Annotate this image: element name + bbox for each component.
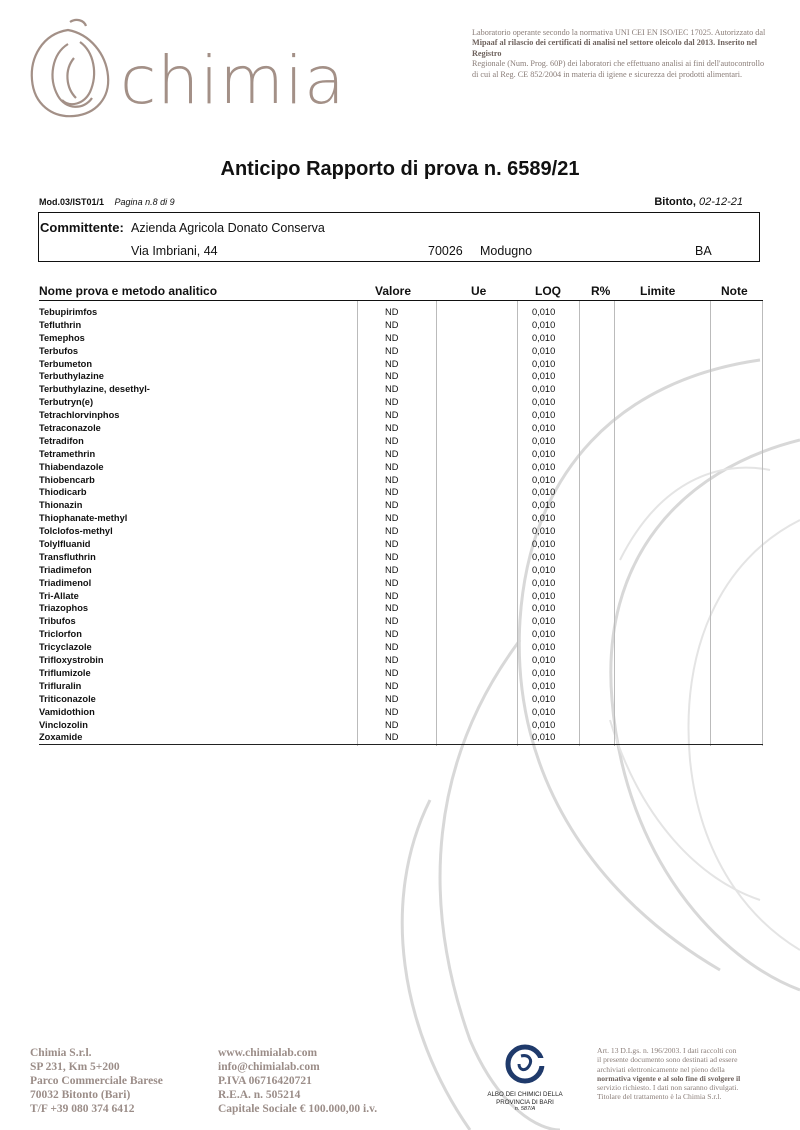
test-name: Tebupirimfos bbox=[39, 307, 98, 317]
table-row bbox=[39, 396, 763, 409]
table-row bbox=[39, 306, 763, 319]
test-name: Vinclozolin bbox=[39, 719, 88, 730]
chimia-logo bbox=[24, 18, 344, 128]
test-value: ND bbox=[385, 603, 399, 614]
test-name: Trifloxystrobin bbox=[39, 655, 104, 666]
table-row bbox=[39, 602, 763, 615]
test-value: ND bbox=[385, 706, 399, 717]
test-value: ND bbox=[385, 461, 399, 472]
test-name: Tricyclazole bbox=[39, 642, 92, 653]
test-loq: 0,010 bbox=[532, 332, 556, 343]
test-value: ND bbox=[385, 526, 399, 537]
table-row bbox=[39, 641, 763, 654]
test-loq: 0,010 bbox=[532, 461, 556, 472]
column-header-notes: Note bbox=[721, 284, 748, 298]
privacy-line: Titolare del trattamento è la Chimia S.r.l. bbox=[597, 1092, 722, 1102]
test-name: Tefluthrin bbox=[39, 319, 82, 330]
test-loq: 0,010 bbox=[532, 371, 556, 382]
test-loq: 0,010 bbox=[532, 732, 556, 743]
table-row bbox=[39, 719, 763, 732]
test-loq: 0,010 bbox=[532, 397, 556, 408]
test-name: Tetraconazole bbox=[39, 423, 101, 434]
column-header-ue: Ue bbox=[471, 284, 487, 298]
report-city: Bitonto, bbox=[654, 196, 696, 208]
test-name: Terbuthylazine, desethyl- bbox=[39, 384, 150, 395]
test-loq: 0,010 bbox=[532, 500, 556, 511]
client-street: Via Imbriani, 44 bbox=[131, 244, 218, 258]
register-name: ALBO DEI CHIMICI DELLA PROVINCIA DI BARI bbox=[487, 1091, 563, 1106]
test-name: Transfluthrin bbox=[39, 551, 96, 562]
table-header bbox=[39, 284, 763, 301]
column-header-value: Valore bbox=[375, 284, 412, 298]
share-capital: Capitale Sociale € 100.000,00 i.v. bbox=[218, 1103, 378, 1115]
table-row bbox=[39, 422, 763, 435]
test-name: Vamidothion bbox=[39, 706, 95, 717]
test-value: ND bbox=[385, 732, 399, 743]
test-name: Triadimefon bbox=[39, 564, 92, 575]
test-loq: 0,010 bbox=[532, 551, 556, 562]
test-value: ND bbox=[385, 590, 399, 601]
rea-number: R.E.A. n. 505214 bbox=[218, 1089, 301, 1101]
test-name: Thiodicarb bbox=[39, 487, 87, 498]
test-value: ND bbox=[385, 629, 399, 640]
table-row bbox=[39, 486, 763, 499]
client-name: Azienda Agricola Donato Conserva bbox=[131, 221, 325, 235]
test-value: ND bbox=[385, 448, 399, 459]
client-province: BA bbox=[695, 244, 712, 258]
table-row bbox=[39, 383, 763, 396]
column-header-limit: Limite bbox=[640, 284, 676, 298]
test-loq: 0,010 bbox=[532, 603, 556, 614]
test-value: ND bbox=[385, 655, 399, 666]
test-value: ND bbox=[385, 307, 399, 317]
page-number: Pagina n.8 di 9 bbox=[114, 197, 175, 207]
table-row bbox=[39, 448, 763, 461]
table-row bbox=[39, 654, 763, 667]
results-table bbox=[39, 284, 763, 745]
test-loq: 0,010 bbox=[532, 358, 556, 369]
test-name: Tetrachlorvinphos bbox=[39, 410, 120, 421]
test-name: Zoxamide bbox=[39, 732, 83, 743]
privacy-line: Art. 13 D.Lgs. n. 196/2003. I dati raccolti con bbox=[597, 1046, 737, 1055]
test-value: ND bbox=[385, 332, 399, 343]
table-row bbox=[39, 693, 763, 706]
table-row bbox=[39, 332, 763, 345]
test-name: Terbutryn(e) bbox=[39, 397, 94, 408]
table-row bbox=[39, 564, 763, 577]
test-loq: 0,010 bbox=[532, 616, 556, 627]
table-row bbox=[39, 615, 763, 628]
report-date: 02-12-21 bbox=[698, 196, 743, 208]
test-value: ND bbox=[385, 616, 399, 627]
table-row bbox=[39, 667, 763, 680]
test-name: Tetradifon bbox=[39, 435, 84, 446]
test-loq: 0,010 bbox=[532, 539, 556, 550]
test-loq: 0,010 bbox=[532, 410, 556, 421]
table-row bbox=[39, 628, 763, 641]
test-name: Terbumeton bbox=[39, 358, 93, 369]
test-value: ND bbox=[385, 423, 399, 434]
test-value: ND bbox=[385, 410, 399, 421]
test-loq: 0,010 bbox=[532, 307, 556, 317]
email-link[interactable]: info@chimialab.com bbox=[218, 1061, 320, 1073]
test-value: ND bbox=[385, 358, 399, 369]
test-name: Triticonazole bbox=[39, 693, 96, 704]
test-name: Thiabendazole bbox=[39, 461, 104, 472]
privacy-notice bbox=[597, 1046, 762, 1102]
test-name: Thiophanate-methyl bbox=[39, 513, 128, 524]
test-loq: 0,010 bbox=[532, 629, 556, 640]
column-header-recovery: R% bbox=[591, 284, 611, 298]
test-value: ND bbox=[385, 500, 399, 511]
logo-mark-icon bbox=[24, 18, 124, 128]
test-value: ND bbox=[385, 345, 399, 356]
table-row bbox=[39, 461, 763, 474]
table-row bbox=[39, 358, 763, 371]
test-value: ND bbox=[385, 564, 399, 575]
column-header-name: Nome prova e metodo analitico bbox=[39, 284, 218, 298]
test-value: ND bbox=[385, 551, 399, 562]
test-loq: 0,010 bbox=[532, 564, 556, 575]
report-title: Anticipo Rapporto di prova n. 6589/21 bbox=[220, 158, 580, 180]
company-contacts bbox=[218, 1046, 377, 1116]
test-value: ND bbox=[385, 384, 399, 395]
test-value: ND bbox=[385, 513, 399, 524]
table-row bbox=[39, 512, 763, 525]
table-row bbox=[39, 499, 763, 512]
accreditation-line: di cui al Reg. CE 852/2004 in materia di igiene e sicurezza dei prodotti alimentari. bbox=[472, 69, 743, 79]
test-loq: 0,010 bbox=[532, 384, 556, 395]
test-value: ND bbox=[385, 474, 399, 485]
test-name: Tetramethrin bbox=[39, 448, 96, 459]
test-loq: 0,010 bbox=[532, 513, 556, 524]
client-box bbox=[38, 212, 760, 262]
company-line: T/F +39 080 374 6412 bbox=[30, 1103, 135, 1115]
privacy-line: servizio richiesto. I dati non saranno divulgati. bbox=[597, 1083, 739, 1093]
table-row bbox=[39, 680, 763, 693]
place-date bbox=[654, 196, 743, 208]
test-name: Terbuthylazine bbox=[39, 371, 104, 382]
test-value: ND bbox=[385, 539, 399, 550]
test-loq: 0,010 bbox=[532, 435, 556, 446]
company-line: SP 231, Km 5+200 bbox=[30, 1061, 120, 1073]
register-emblem-icon bbox=[505, 1044, 545, 1084]
table-row bbox=[39, 435, 763, 448]
test-name: Triflumizole bbox=[39, 667, 91, 678]
test-loq: 0,010 bbox=[532, 680, 556, 691]
test-loq: 0,010 bbox=[532, 526, 556, 537]
company-address bbox=[30, 1046, 163, 1116]
test-loq: 0,010 bbox=[532, 667, 556, 678]
report-meta bbox=[39, 197, 743, 211]
test-value: ND bbox=[385, 577, 399, 588]
test-loq: 0,010 bbox=[532, 474, 556, 485]
test-name: Tolylfluanid bbox=[39, 539, 91, 550]
table-row bbox=[39, 590, 763, 603]
test-loq: 0,010 bbox=[532, 487, 556, 498]
test-name: Trifluralin bbox=[39, 680, 82, 691]
table-row bbox=[39, 345, 763, 358]
table-row bbox=[39, 525, 763, 538]
module-code: Mod.03/IST01/1 bbox=[39, 197, 105, 207]
test-value: ND bbox=[385, 693, 399, 704]
table-row bbox=[39, 370, 763, 383]
table-row bbox=[39, 409, 763, 422]
table-row bbox=[39, 474, 763, 487]
test-value: ND bbox=[385, 487, 399, 498]
privacy-line: il presente documento sono destinati ad essere bbox=[597, 1055, 738, 1065]
test-value: ND bbox=[385, 667, 399, 678]
test-loq: 0,010 bbox=[532, 642, 556, 653]
accreditation-line: Laboratorio operante secondo la normativa UNI CEI EN ISO/IEC 17025. Autorizzato dal bbox=[472, 28, 766, 37]
table-row bbox=[39, 731, 763, 744]
accreditation-notice bbox=[472, 28, 784, 80]
website-link[interactable]: www.chimialab.com bbox=[218, 1047, 318, 1059]
test-name: Triazophos bbox=[39, 603, 89, 614]
company-line: Parco Commerciale Barese bbox=[30, 1075, 163, 1087]
client-label: Committente: bbox=[40, 220, 124, 235]
vat-number: P.IVA 06716420721 bbox=[218, 1075, 312, 1087]
test-name: Tolclofos-methyl bbox=[39, 526, 113, 537]
test-loq: 0,010 bbox=[532, 655, 556, 666]
test-name: Thiobencarb bbox=[39, 474, 95, 485]
test-name: Triclorfon bbox=[39, 629, 82, 640]
privacy-line: archiviati elettronicamente nel pieno della bbox=[597, 1064, 725, 1074]
test-loq: 0,010 bbox=[532, 590, 556, 601]
test-loq: 0,010 bbox=[532, 577, 556, 588]
test-loq: 0,010 bbox=[532, 448, 556, 459]
test-name: Temephos bbox=[39, 332, 85, 343]
table-row bbox=[39, 706, 763, 719]
client-town: Modugno bbox=[480, 244, 533, 258]
test-name: Thionazin bbox=[39, 500, 83, 511]
column-header-loq: LOQ bbox=[535, 284, 561, 298]
test-value: ND bbox=[385, 397, 399, 408]
table-row bbox=[39, 538, 763, 551]
table-row bbox=[39, 551, 763, 564]
test-name: Tri-Allate bbox=[39, 590, 79, 601]
brand-wordmark: chimia bbox=[120, 42, 346, 119]
table-body bbox=[39, 301, 763, 745]
chemists-register-seal bbox=[466, 1044, 584, 1112]
test-loq: 0,010 bbox=[532, 345, 556, 356]
test-value: ND bbox=[385, 371, 399, 382]
test-name: Triadimenol bbox=[39, 577, 92, 588]
test-value: ND bbox=[385, 719, 399, 730]
test-name: Terbufos bbox=[39, 345, 79, 356]
register-number: n. 587/A bbox=[514, 1106, 536, 1112]
client-postal-code: 70026 bbox=[428, 244, 463, 258]
test-value: ND bbox=[385, 319, 399, 330]
test-loq: 0,010 bbox=[532, 423, 556, 434]
test-loq: 0,010 bbox=[532, 719, 556, 730]
test-loq: 0,010 bbox=[532, 706, 556, 717]
test-loq: 0,010 bbox=[532, 693, 556, 704]
company-line: 70032 Bitonto (Bari) bbox=[30, 1089, 131, 1101]
company-line: Chimia S.r.l. bbox=[30, 1047, 92, 1059]
table-row bbox=[39, 319, 763, 332]
table-row bbox=[39, 577, 763, 590]
accreditation-line: Regionale (Num. Prog. 60P) dei laboratori che effettuano analisi ai fini dell'autocontrollo bbox=[472, 59, 765, 69]
test-value: ND bbox=[385, 435, 399, 446]
accreditation-line: Mipaaf al rilascio dei certificati di analisi nel settore oleicolo dal 2013. Inserito nel Registro bbox=[472, 38, 758, 58]
test-loq: 0,010 bbox=[532, 319, 556, 330]
privacy-line: normativa vigente e al solo fine di svolgere il bbox=[597, 1073, 741, 1083]
test-value: ND bbox=[385, 680, 399, 691]
test-name: Tribufos bbox=[39, 616, 76, 627]
test-value: ND bbox=[385, 642, 399, 653]
